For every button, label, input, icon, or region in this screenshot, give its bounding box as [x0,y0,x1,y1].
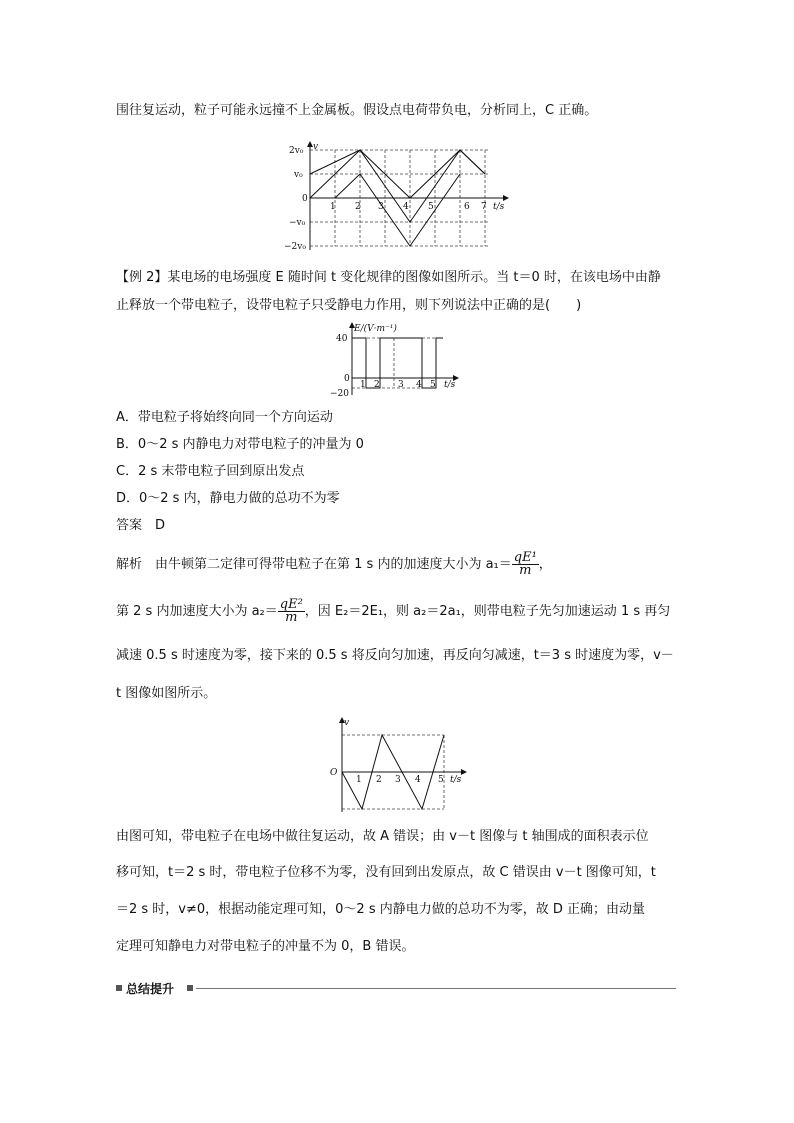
fraction-a2-numerator: qE² [279,597,303,612]
solution-text-2b: ，因 E₂＝2E₁，则 a₂＝2a₁，则带电粒子先匀加速运动 1 s 再匀 [304,604,671,619]
example-line-1 [116,268,661,288]
y-tick-neg-v0: −v₀ [289,218,306,228]
fraction-a2 [278,599,305,624]
solution-text-1-end: ， [538,557,552,572]
solution-line-4: t 图像如图所示。 [116,686,217,701]
intro-line: 围往复运动，粒子可能永远撞不上金属板。假设点电荷带负电，分析同上，C 正确。 [116,103,598,118]
option-d: D．0～2 s 内，静电力做的总功不为零 [116,491,340,506]
x-tick-1: 1 [360,380,366,390]
svg-text:v: v [313,142,319,152]
answer: 答案 D [116,518,166,533]
x-tick-3: 3 [398,380,404,390]
x-tick-5: 5 [438,775,444,785]
summary-label: 总结提升 [126,982,175,996]
x-tick-4: 4 [416,380,422,390]
y-tick-neg20: −20 [330,389,349,399]
y-axis-label: E/(V·m⁻¹) [354,324,397,334]
fraction-a1 [512,552,539,577]
x-tick-2: 2 [374,380,380,390]
origin-label: 0 [344,374,350,384]
x-tick-1: 1 [356,775,362,785]
x-axis-label: t/s [450,775,462,785]
x-tick-7: 7 [481,202,487,212]
x-axis-label: t/s [493,202,505,212]
square-bullet-icon [187,985,193,991]
fraction-a1-denominator: m [519,563,532,578]
example-question-1: 某电场的电场强度 E 随时间 t 变化规律的图像如图所示。当 t＝0 时，在该电场中由静 [167,270,661,285]
solution-text-1: 解析 由牛顿第二定律可得带电粒子在第 1 s 内的加速度大小为 a₁＝ [116,557,512,572]
x-tick-6: 6 [464,202,470,212]
example-tag: 【例 2】 [116,270,168,285]
option-c: C．2 s 末带电粒子回到原出发点 [116,464,305,479]
option-b: B．0～2 s 内静电力对带电粒子的冲量为 0 [116,437,364,452]
x-tick-4: 4 [403,202,409,212]
x-tick-4: 4 [415,775,421,785]
fraction-a1-numerator: qE¹ [513,550,537,565]
square-bullet-icon [116,985,122,991]
x-tick-3: 3 [378,202,384,212]
solution-line-1 [116,545,552,585]
conclusion-line-2: 移可知，t＝2 s 时，带电粒子位移不为零，没有回到出发原点，故 C 错误由 v－t 图像可知，t [116,865,656,880]
conclusion-line-4: 定理可知静电力对带电粒子的冲量不为 0，B 错误。 [116,939,415,954]
y-tick-v0: v₀ [294,170,303,180]
solution-line-3: 减速 0.5 s 时速度为零，接下来的 0.5 s 将反向匀加速，再反向匀减速，t＝3 s 时速度为零，v－ [116,648,674,663]
y-tick-2v0: 2v₀ [289,146,304,156]
x-axis-label: t/s [444,380,456,390]
x-tick-2: 2 [376,775,382,785]
conclusion-line-1: 由图可知，带电粒子在电场中做往复运动，故 A 错误；由 v－t 图像与 t 轴围成的面积表示位 [116,829,649,844]
y-tick-neg-2v0: −2v₀ [284,242,306,252]
x-tick-2: 2 [355,202,361,212]
solution-line-2 [116,592,670,632]
summary-heading [116,980,676,1000]
origin-label: O [330,768,338,778]
conclusion-line-3: ＝2 s 时，v≠0，根据动能定理可知，0～2 s 内静电力做的总功不为零，故 D 正确；由动量 [116,902,646,917]
x-tick-3: 3 [395,775,401,785]
fraction-a2-denominator: m [285,610,298,625]
solution-text-2a: 第 2 s 内加速度大小为 a₂＝ [116,604,278,619]
example-question-2: 止释放一个带电粒子，设带电粒子只受静电力作用，则下列说法中正确的是( ) [116,298,582,313]
field-time-graph [330,320,470,400]
x-tick-5: 5 [430,380,436,390]
x-tick-1: 1 [330,202,336,212]
origin-label: 0 [302,194,308,204]
velocity-time-graph-1 [284,140,514,252]
divider [196,988,676,989]
y-tick-40: 40 [336,334,348,344]
velocity-time-graph-2 [326,715,476,815]
option-a: A．带电粒子将始终向同一个方向运动 [116,410,333,425]
y-axis-label: v [344,718,350,728]
x-tick-5: 5 [428,202,434,212]
